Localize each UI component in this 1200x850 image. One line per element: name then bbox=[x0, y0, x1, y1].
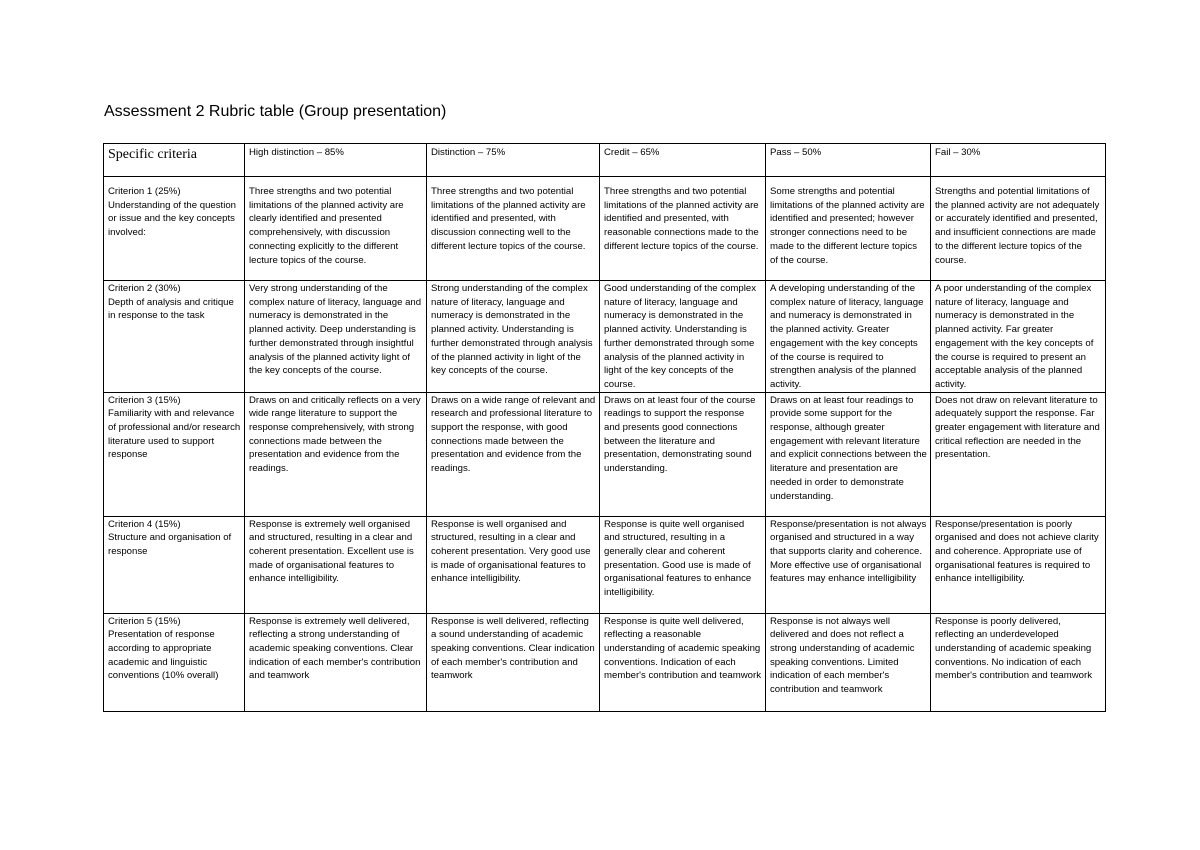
criterion-cell bbox=[104, 177, 245, 281]
grade-descriptor: Draws on and critically reflects on a very wide range literature to support the response comprehensively, with strong connections made between the presentation and evidence from the readings. bbox=[245, 392, 427, 516]
grade-descriptor: Draws on at least four of the course readings to support the response and presents good connections between the literature and presentation, demonstrating sound understanding. bbox=[600, 392, 766, 516]
grade-descriptor: Does not draw on relevant literature to adequately support the response. Far greater engagement with literature and critical reflection are needed in the presentation. bbox=[931, 392, 1106, 516]
table-header-row bbox=[104, 144, 1106, 177]
grade-descriptor: Good understanding of the complex nature of literacy, language and numeracy is demonstrated in the planned activity. Understanding is further demonstrated through some analysis of the planned activity in light of the key concepts of the course. bbox=[600, 281, 766, 393]
grade-descriptor: Response is not always well delivered and does not reflect a strong understanding of academic speaking conventions. Limited indication of each member's contribution and teamwork bbox=[766, 613, 931, 711]
header-high-distinction: High distinction – 85% bbox=[245, 144, 427, 177]
header-fail: Fail – 30% bbox=[931, 144, 1106, 177]
criterion-id: Criterion 3 (15%) bbox=[108, 394, 181, 406]
document-title: Assessment 2 Rubric table (Group presentation) bbox=[104, 103, 447, 120]
criterion-description: Presentation of response according to appropriate academic and linguistic conventions (10% overall) bbox=[108, 629, 219, 682]
table-row bbox=[104, 516, 1106, 613]
criterion-id: Criterion 4 (15%) bbox=[108, 518, 181, 530]
table-row bbox=[104, 613, 1106, 711]
grade-descriptor: A developing understanding of the complex nature of literacy, language and numeracy is demonstrated in the planned activity. Greater engagement with the key concepts of the course is required to strengthen analysis of the planned activity. bbox=[766, 281, 931, 393]
criterion-cell bbox=[104, 281, 245, 393]
table-row bbox=[104, 392, 1106, 516]
grade-descriptor: Response is quite well delivered, reflecting a reasonable understanding of academic speaking conventions. Indication of each member's contribution and teamwork bbox=[600, 613, 766, 711]
header-specific-criteria: Specific criteria bbox=[104, 144, 245, 177]
header-distinction: Distinction – 75% bbox=[427, 144, 600, 177]
criterion-description: Depth of analysis and critique in response to the task bbox=[108, 296, 234, 322]
table-row bbox=[104, 177, 1106, 281]
criterion-cell bbox=[104, 392, 245, 516]
grade-descriptor: Three strengths and two potential limitations of the planned activity are clearly identified and presented comprehensively, with discussion connecting explicitly to the different lecture topics of the course. bbox=[245, 177, 427, 281]
grade-descriptor: A poor understanding of the complex nature of literacy, language and numeracy is demonstrated in the planned activity. Far greater engagement with the key concepts of the course is required to present an acceptable analysis of the planned activity. bbox=[931, 281, 1106, 393]
grade-descriptor: Response is quite well organised and structured, resulting in a generally clear and coherent presentation. Good use is made of organisational features to enhance intelligibility. bbox=[600, 516, 766, 613]
header-credit: Credit – 65% bbox=[600, 144, 766, 177]
grade-descriptor: Response is well organised and structured, resulting in a clear and coherent presentation. Very good use is made of organisational features to enhance intelligibility. bbox=[427, 516, 600, 613]
grade-descriptor: Three strengths and two potential limitations of the planned activity are identified and presented, with discussion connecting well to the different lecture topics of the course. bbox=[427, 177, 600, 281]
grade-descriptor: Response is well delivered, reflecting a sound understanding of academic speaking conventions. Clear indication of each member's contribution and teamwork bbox=[427, 613, 600, 711]
grade-descriptor: Response/presentation is not always organised and structured in a way that supports clarity and coherence. More effective use of organisational features may enhance intelligibility bbox=[766, 516, 931, 613]
header-pass: Pass – 50% bbox=[766, 144, 931, 177]
grade-descriptor: Very strong understanding of the complex nature of literacy, language and numeracy is demonstrated in the planned activity. Deep understanding is further demonstrated through insightful analysis of the planned activity light of the key concepts of the course. bbox=[245, 281, 427, 393]
grade-descriptor: Strong understanding of the complex nature of literacy, language and numeracy is demonstrated in the planned activity. Understanding is further demonstrated through analysis of the planned activity in light of the key concepts of the course. bbox=[427, 281, 600, 393]
criterion-description: Familiarity with and relevance of professional and/or research literature used to support response bbox=[108, 408, 241, 461]
grade-descriptor: Some strengths and potential limitations of the planned activity are identified and presented; however stronger connections need to be made to the different lecture topics of the course. bbox=[766, 177, 931, 281]
criterion-id: Criterion 1 (25%) bbox=[108, 186, 181, 197]
grade-descriptor: Response is extremely well delivered, reflecting a strong understanding of academic speaking conventions. Clear indication of each member's contribution and teamwork bbox=[245, 613, 427, 711]
criterion-id: Criterion 2 (30%) bbox=[108, 283, 181, 294]
criterion-cell bbox=[104, 613, 245, 711]
grade-descriptor: Response is extremely well organised and structured, resulting in a clear and coherent presentation. Excellent use is made of organisational features to enhance intelligibility. bbox=[245, 516, 427, 613]
criterion-description: Understanding of the question or issue and the key concepts involved: bbox=[108, 199, 237, 239]
grade-descriptor: Three strengths and two potential limitations of the planned activity are identified and presented, with reasonable connections made to the different lecture topics of the course. bbox=[600, 177, 766, 281]
rubric-table bbox=[103, 143, 1106, 712]
grade-descriptor: Response/presentation is poorly organised and does not achieve clarity and coherence. Appropriate use of organisational features is required to enhance intelligibility. bbox=[931, 516, 1106, 613]
grade-descriptor: Draws on a wide range of relevant and research and professional literature to support the response, with good connections made between the presentation and evidence from the readings. bbox=[427, 392, 600, 516]
grade-descriptor: Strengths and potential limitations of the planned activity are not adequately or accurately identified and presented, and insufficient connections are made to the different lecture topics of the course. bbox=[931, 177, 1106, 281]
criterion-cell bbox=[104, 516, 245, 613]
grade-descriptor: Draws on at least four readings to provide some support for the response, although greater engagement with relevant literature and explicit connections between the literature and presentation are needed in order to demonstrate understanding. bbox=[766, 392, 931, 516]
criterion-id: Criterion 5 (15%) bbox=[108, 615, 181, 627]
criterion-description: Structure and organisation of response bbox=[108, 532, 232, 558]
table-row bbox=[104, 281, 1106, 393]
grade-descriptor: Response is poorly delivered, reflecting an underdeveloped understanding of academic speaking conventions. No indication of each member's contribution and teamwork bbox=[931, 613, 1106, 711]
